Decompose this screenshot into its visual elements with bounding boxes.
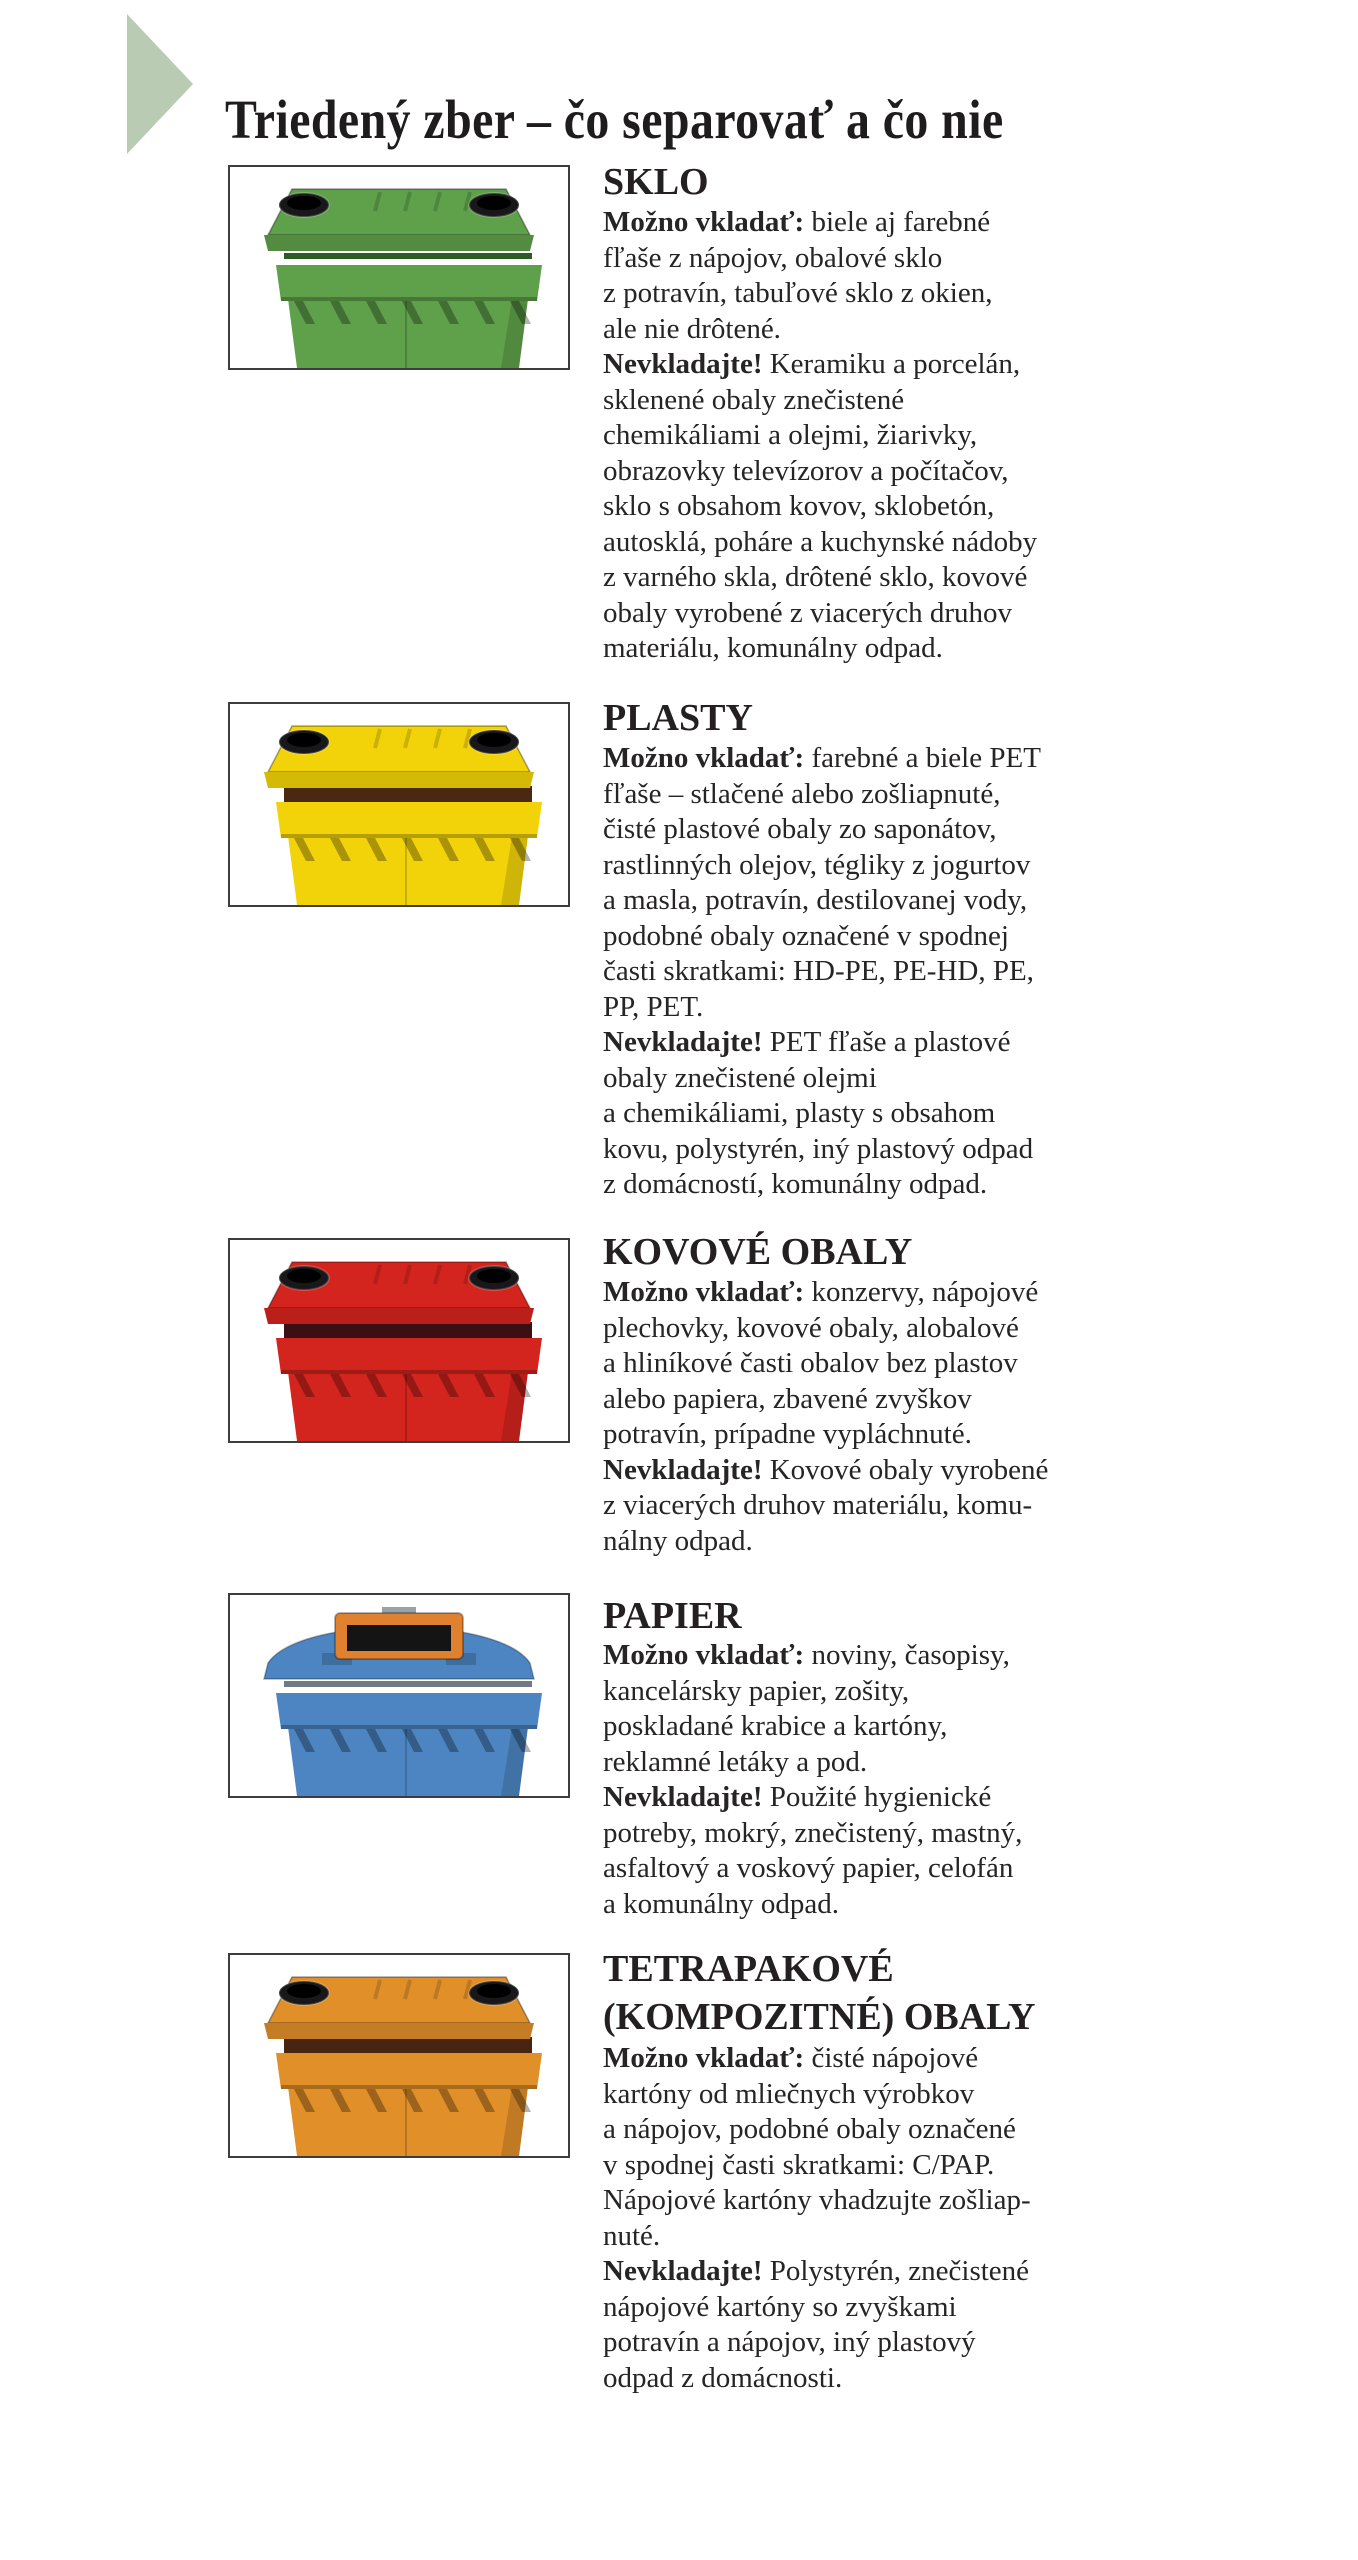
section-heading	[603, 1592, 742, 1640]
line-text: potravín a nápojov, iný plastový	[603, 2326, 976, 2358]
text-line	[603, 1025, 1041, 1061]
text-line	[603, 1638, 1022, 1674]
text-line	[603, 1488, 1048, 1524]
bin-image-frame	[228, 702, 570, 907]
line-text: z varného skla, drôtené sklo, kovové	[603, 561, 1028, 593]
text-line	[603, 2112, 1031, 2148]
text-line	[603, 954, 1041, 990]
line-text: sklo s obsahom kovov, sklobetón,	[603, 490, 995, 522]
text-line	[603, 2254, 1031, 2290]
green-glass-bin-icon	[230, 167, 568, 368]
text-line	[603, 1453, 1048, 1489]
line-text: fľaše – stlačené alebo zošliapnuté,	[603, 777, 1001, 810]
bold-label: Možno vkladať:	[603, 206, 805, 238]
orange-tetrapak-bin-icon	[230, 1955, 568, 2156]
line-text: kartóny od mliečnych výrobkov	[603, 2077, 975, 2110]
line-text: a nápojov, podobné obaly označené	[603, 2113, 1016, 2145]
line-text: a komunálny odpad.	[603, 1887, 839, 1920]
line-text: PET fľaše a plastové	[762, 1026, 1011, 1058]
section-heading	[603, 1945, 1035, 2041]
text-line	[603, 1851, 1022, 1887]
text-line	[603, 312, 1037, 348]
line-text: alebo papiera, zbavené zvyškov	[603, 1382, 972, 1415]
line-text: rastlinných olejov, tégliky z jogurtov	[603, 848, 1031, 881]
text-line	[603, 1709, 1022, 1745]
line-text: poskladané krabice a kartóny,	[603, 1710, 948, 1742]
bin-image-frame	[228, 1593, 570, 1798]
text-line	[603, 1311, 1048, 1347]
text-line	[603, 1382, 1048, 1418]
text-line	[603, 2219, 1031, 2255]
line-text: a masla, potravín, destilovanej vody,	[603, 884, 1028, 916]
line-text: odpad z domácnosti.	[603, 2361, 843, 2394]
line-text: a chemikáliami, plasty s obsahom	[603, 1097, 996, 1129]
text-line	[603, 919, 1041, 955]
text-line	[603, 2183, 1031, 2219]
text-line	[603, 1417, 1048, 1453]
bold-label: Možno vkladať:	[603, 1276, 805, 1308]
text-line	[603, 1096, 1041, 1132]
line-text: noviny, časopisy,	[804, 1639, 1010, 1671]
line-text: PP, PET.	[603, 990, 704, 1023]
line-text: fľaše z nápojov, obalové sklo	[603, 241, 943, 274]
section-body-text	[603, 741, 1041, 1203]
text-line	[603, 990, 1041, 1026]
line-text: Keramiku a porcelán,	[762, 348, 1021, 380]
bin-image-frame	[228, 1238, 570, 1443]
bold-label: Nevkladajte!	[603, 1781, 763, 1813]
section-heading	[603, 158, 709, 206]
text-line	[603, 596, 1037, 632]
section-heading-line: PAPIER	[603, 1595, 742, 1637]
bold-label: Nevkladajte!	[603, 348, 763, 380]
line-text: Kovové obaly vyrobené	[762, 1453, 1049, 1486]
section-heading-line: PLASTY	[603, 697, 753, 739]
line-text: a hliníkové časti obalov bez plastov	[603, 1347, 1018, 1379]
line-text: potreby, mokrý, znečistený, mastný,	[603, 1816, 1023, 1849]
section-heading-line: KOVOVÉ OBALY	[603, 1231, 913, 1273]
text-line	[603, 631, 1037, 667]
blue-paper-bin-icon	[230, 1595, 568, 1796]
line-text: časti skratkami: HD-PE, PE-HD, PE,	[603, 955, 1034, 987]
text-line	[603, 1132, 1041, 1168]
text-line	[603, 383, 1037, 419]
bold-label: Nevkladajte!	[603, 2255, 763, 2287]
line-text: nálny odpad.	[603, 1524, 753, 1557]
line-text: Použité hygienické	[762, 1781, 992, 1813]
text-line	[603, 741, 1041, 777]
section-heading	[603, 1228, 912, 1276]
line-text: z viacerých druhov materiálu, komu-	[603, 1489, 1033, 1521]
text-line	[603, 525, 1037, 561]
text-line	[603, 1524, 1048, 1560]
text-line	[603, 489, 1037, 525]
section-heading-line: (KOMPOZITNÉ) OBALY	[603, 1996, 1036, 2038]
text-line	[603, 1061, 1041, 1097]
line-text: z potravín, tabuľové sklo z okien,	[603, 277, 993, 309]
line-text: obaly vyrobené z viacerých druhov	[603, 596, 1013, 629]
yellow-plastic-bin-icon	[230, 704, 568, 905]
line-text: čisté plastové obaly zo saponátov,	[603, 813, 997, 845]
line-text: potravín, prípadne vypláchnuté.	[603, 1418, 972, 1450]
line-text: plechovky, kovové obaly, alobalové	[603, 1311, 1019, 1344]
section-body-text	[603, 2041, 1031, 2396]
red-metal-bin-icon	[230, 1240, 568, 1441]
line-text: nápojové kartóny so zvyškami	[603, 2290, 957, 2323]
text-line	[603, 560, 1037, 596]
bold-label: Možno vkladať:	[603, 2042, 805, 2074]
text-line	[603, 241, 1037, 277]
line-text: materiálu, komunálny odpad.	[603, 632, 943, 664]
bold-label: Možno vkladať:	[603, 742, 805, 774]
section-heading	[603, 694, 753, 742]
text-line	[603, 2077, 1031, 2113]
text-line	[603, 347, 1037, 383]
text-line	[603, 1745, 1022, 1781]
text-line	[603, 1346, 1048, 1382]
text-line	[603, 454, 1037, 490]
section-body-text	[603, 1638, 1022, 1922]
line-text: obrazovky televízorov a počítačov,	[603, 454, 1009, 487]
text-line	[603, 777, 1041, 813]
line-text: Nápojové kartóny vhadzujte zošliap-	[603, 2184, 1031, 2216]
bin-image-frame	[228, 165, 570, 370]
text-line	[603, 2325, 1031, 2361]
text-line	[603, 1887, 1022, 1923]
line-text: konzervy, nápojové	[804, 1276, 1039, 1308]
text-line	[603, 205, 1037, 241]
line-text: autosklá, poháre a kuchynské nádoby	[603, 525, 1038, 558]
line-text: asfaltový a voskový papier, celofán	[603, 1852, 1014, 1884]
line-text: podobné obaly označené v spodnej	[603, 919, 1009, 952]
line-text: biele aj farebné	[804, 206, 991, 238]
line-text: kancelársky papier, zošity,	[603, 1674, 910, 1707]
line-text: ale nie drôtené.	[603, 312, 781, 345]
accent-triangle-icon	[127, 14, 193, 154]
line-text: reklamné letáky a pod.	[603, 1745, 868, 1778]
section-heading-line: TETRAPAKOVÉ	[603, 1948, 894, 1990]
line-text: čisté nápojové	[804, 2042, 979, 2074]
text-line	[603, 1780, 1022, 1816]
text-line	[603, 1674, 1022, 1710]
text-line	[603, 883, 1041, 919]
line-text: chemikáliami a olejmi, žiarivky,	[603, 419, 978, 451]
page-title: Triedený zber – čo separovať a čo nie	[225, 88, 1004, 150]
text-line	[603, 276, 1037, 312]
section-body-text	[603, 205, 1037, 667]
text-line	[603, 2148, 1031, 2184]
bin-image-frame	[228, 1953, 570, 2158]
line-text: obaly znečistené olejmi	[603, 1061, 877, 1094]
line-text: farebné a biele PET	[804, 742, 1041, 774]
text-line	[603, 1167, 1041, 1203]
text-line	[603, 812, 1041, 848]
line-text: Polystyrén, znečistené	[762, 2255, 1030, 2287]
bold-label: Nevkladajte!	[603, 1453, 763, 1486]
text-line	[603, 2290, 1031, 2326]
text-line	[603, 1275, 1048, 1311]
section-heading-line: SKLO	[603, 161, 709, 203]
line-text: sklenené obaly znečistené	[603, 383, 905, 416]
bold-label: Možno vkladať:	[603, 1639, 805, 1671]
text-line	[603, 2361, 1031, 2397]
section-body-text	[603, 1275, 1048, 1559]
text-line	[603, 418, 1037, 454]
line-text: nuté.	[603, 2219, 661, 2252]
line-text: z domácností, komunálny odpad.	[603, 1168, 988, 1200]
text-line	[603, 2041, 1031, 2077]
text-line	[603, 848, 1041, 884]
line-text: kovu, polystyrén, iný plastový odpad	[603, 1132, 1034, 1165]
line-text: v spodnej časti skratkami: C/PAP.	[603, 2148, 995, 2181]
bold-label: Nevkladajte!	[603, 1026, 763, 1058]
text-line	[603, 1816, 1022, 1852]
